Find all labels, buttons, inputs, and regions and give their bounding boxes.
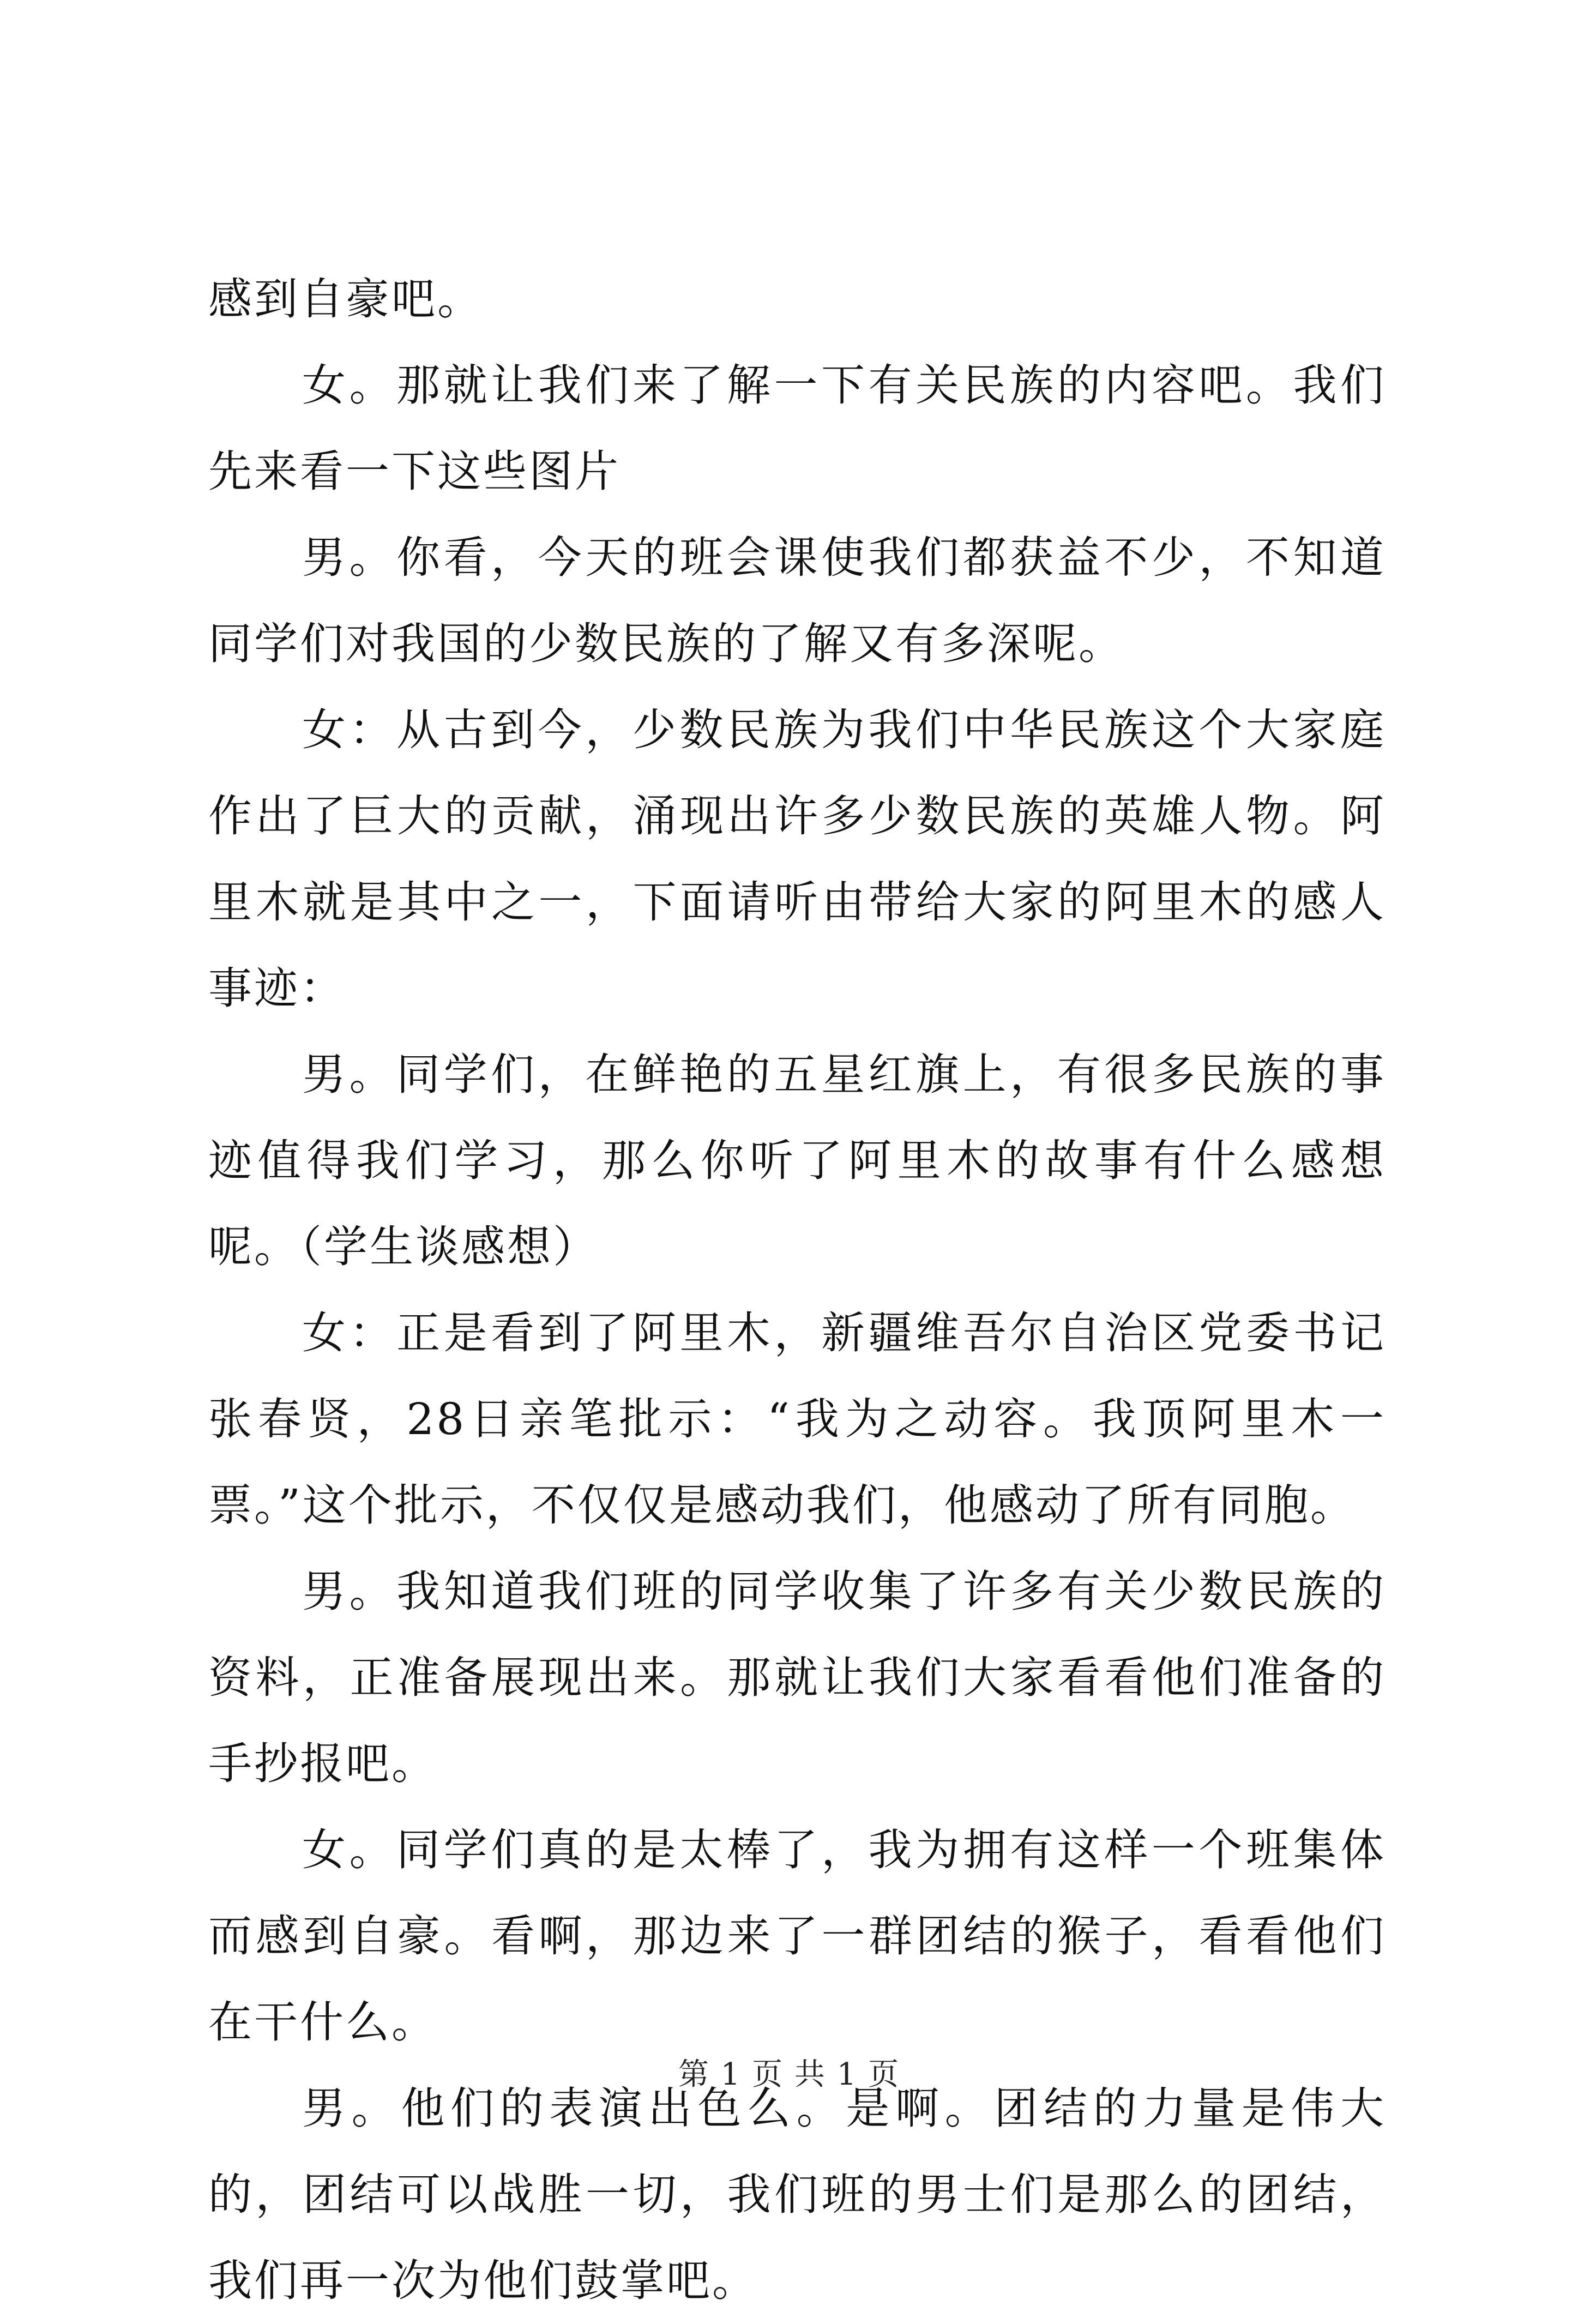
page-number-footer: 第 1 页 共 1 页 bbox=[678, 2057, 900, 2092]
paragraph-dialogue: 男。同学们，在鲜艳的五星红旗上，有很多民族的事迹值得我们学习，那么你听了阿里木的故事有什么感想呢。（学生谈感想） bbox=[208, 1049, 1386, 1272]
paragraph-dialogue: 男。你看，今天的班会课使我们都获益不少，不知道同学们对我国的少数民族的了解又有多深呢。 bbox=[208, 532, 1386, 669]
paragraph-continuation: 感到自豪吧。 bbox=[208, 274, 483, 324]
paragraph-dialogue: 男。我知道我们班的同学收集了许多有关少数民族的资料，正准备展现出来。那就让我们大家看看他们准备的手抄报吧。 bbox=[208, 1566, 1386, 1789]
paragraph-dialogue: 女。同学们真的是太棒了，我为拥有这样一个班集体而感到自豪。看啊，那边来了一群团结的猴子，看看他们在干什么。 bbox=[208, 1825, 1386, 2048]
body-text bbox=[208, 256, 1386, 2324]
paragraph-dialogue: 男。他们的表演出色么。是啊。团结的力量是伟大的，团结可以战胜一切，我们班的男士们是那么的团结，我们再一次为他们鼓掌吧。 bbox=[208, 2083, 1386, 2306]
paragraph-dialogue: 女：从古到今，少数民族为我们中华民族这个大家庭作出了巨大的贡献，涌现出许多少数民族的英雄人物。阿里木就是其中之一，下面请听由带给大家的阿里木的感人事迹： bbox=[208, 705, 1386, 1014]
paragraph-dialogue: 女。那就让我们来了解一下有关民族的内容吧。我们先来看一下这些图片 bbox=[208, 360, 1386, 497]
paragraph-dialogue: 女：正是看到了阿里木，新疆维吾尔自治区党委书记张春贤，28日亲笔批示：“我为之动容。我顶阿里木一票。”这个批示，不仅仅是感动我们，他感动了所有同胞。 bbox=[208, 1308, 1386, 1531]
